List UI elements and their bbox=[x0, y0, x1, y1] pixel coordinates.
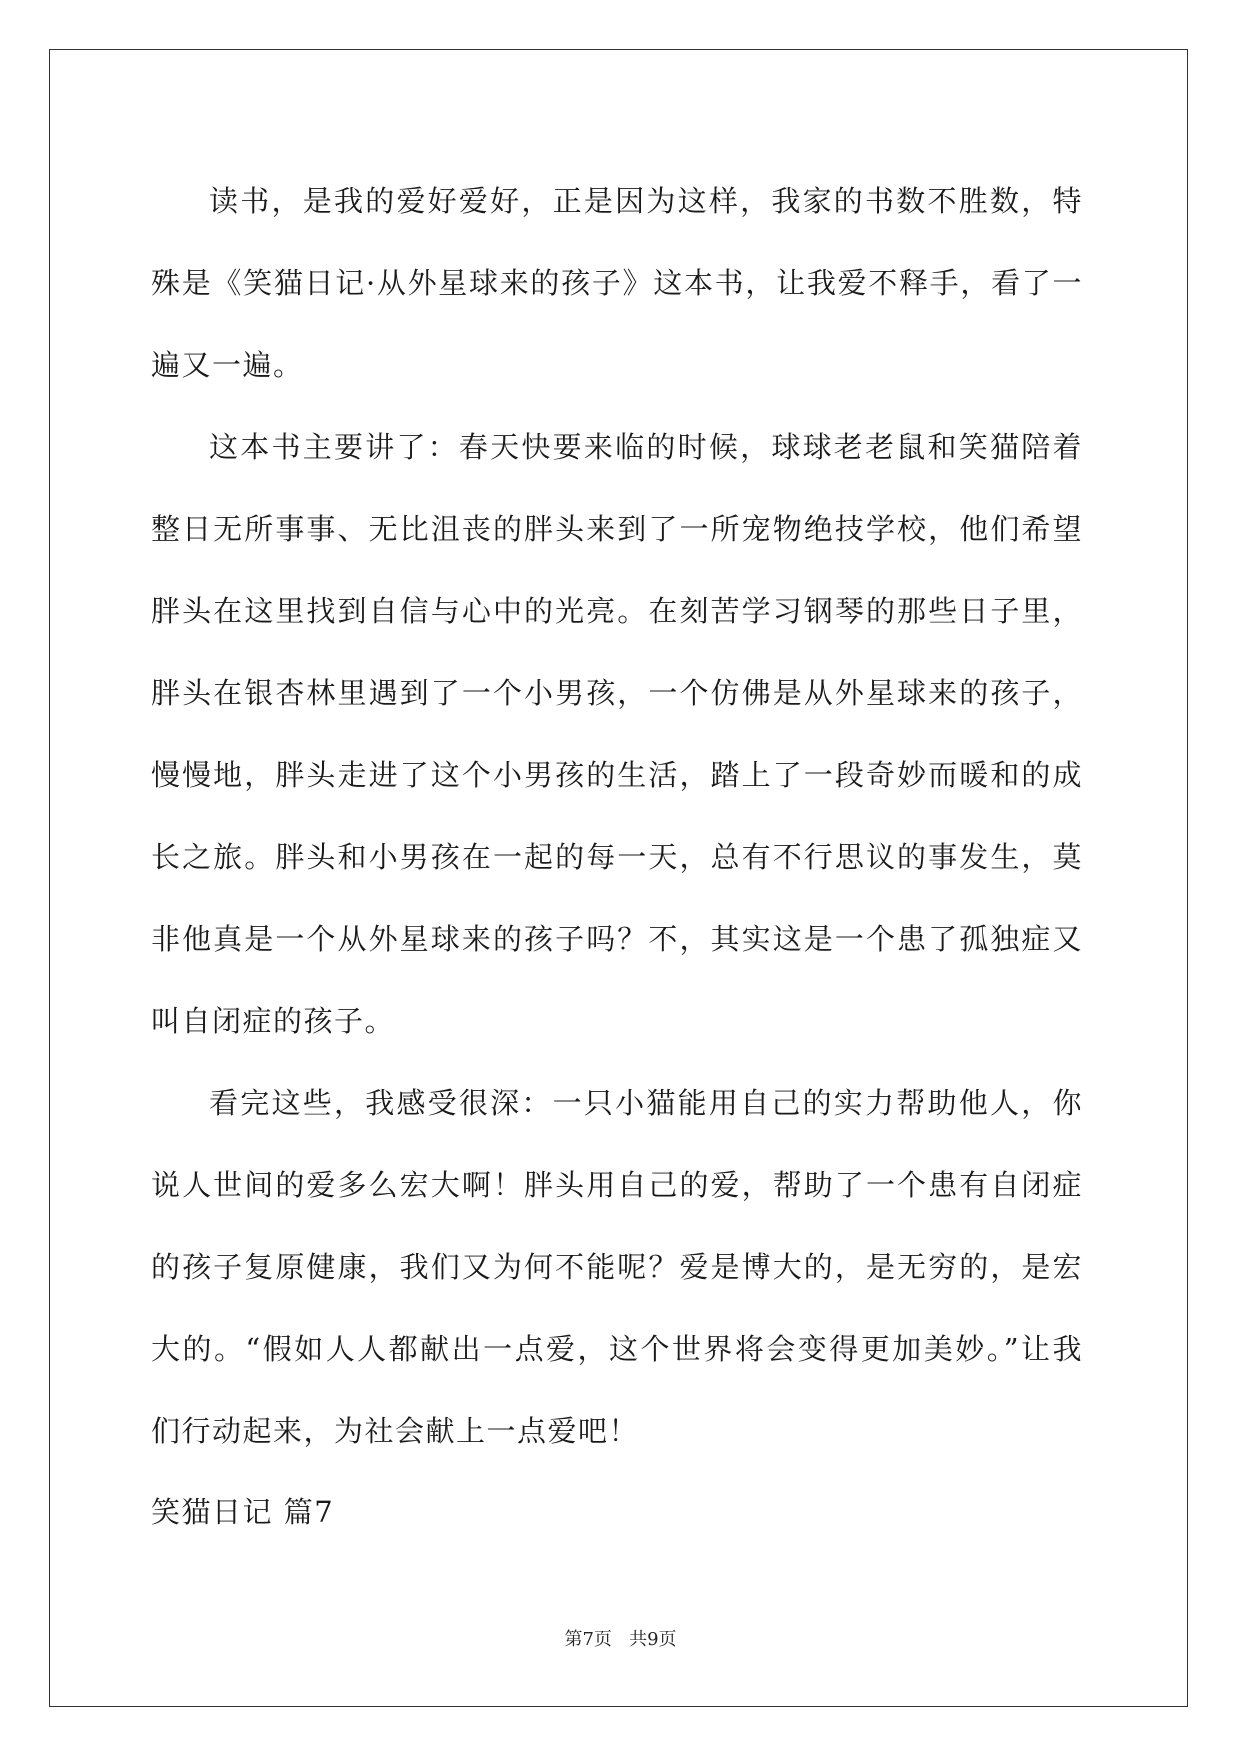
page-footer bbox=[0, 1625, 1241, 1651]
section-heading: 笑猫日记 篇7 bbox=[151, 1495, 335, 1529]
page-total: 共9页 bbox=[629, 1629, 677, 1650]
page-number: 第7页 bbox=[564, 1629, 612, 1650]
paragraph-3: 看完这些，我感受很深：一只小猫能用自己的实力帮助他人，你说人世间的爱多么宏大啊！胖头用自己的爱，帮助了一个患有自闭症的孩子复原健康，我们又为何不能呢？爱是博大的，是无穷的，是宏大的。“假如人人都献出一点爱，这个世界将会变得更加美妙。”让我们行动起来，为社会献上一点爱吧！ bbox=[151, 1086, 1083, 1448]
document-body bbox=[151, 160, 1083, 1552]
paragraph-2: 这本书主要讲了：春天快要来临的时候，球球老老鼠和笑猫陪着整日无所事事、无比沮丧的胖头来到了一所宠物绝技学校，他们希望胖头在这里找到自信与心中的光亮。在刻苦学习钢琴的那些日子里，胖头在银杏林里遇到了一个小男孩，一个仿佛是从外星球来的孩子，慢慢地，胖头走进了这个小男孩的生活，踏上了一段奇妙而暖和的成长之旅。胖头和小男孩在一起的每一天，总有不行思议的事发生，莫非他真是一个从外星球来的孩子吗？不，其实这是一个患了孤独症又叫自闭症的孩子。 bbox=[151, 430, 1083, 1038]
paragraph-1: 读书，是我的爱好爱好，正是因为这样，我家的书数不胜数，特殊是《笑猫日记·从外星球来的孩子》这本书，让我爱不释手，看了一遍又一遍。 bbox=[151, 184, 1083, 382]
